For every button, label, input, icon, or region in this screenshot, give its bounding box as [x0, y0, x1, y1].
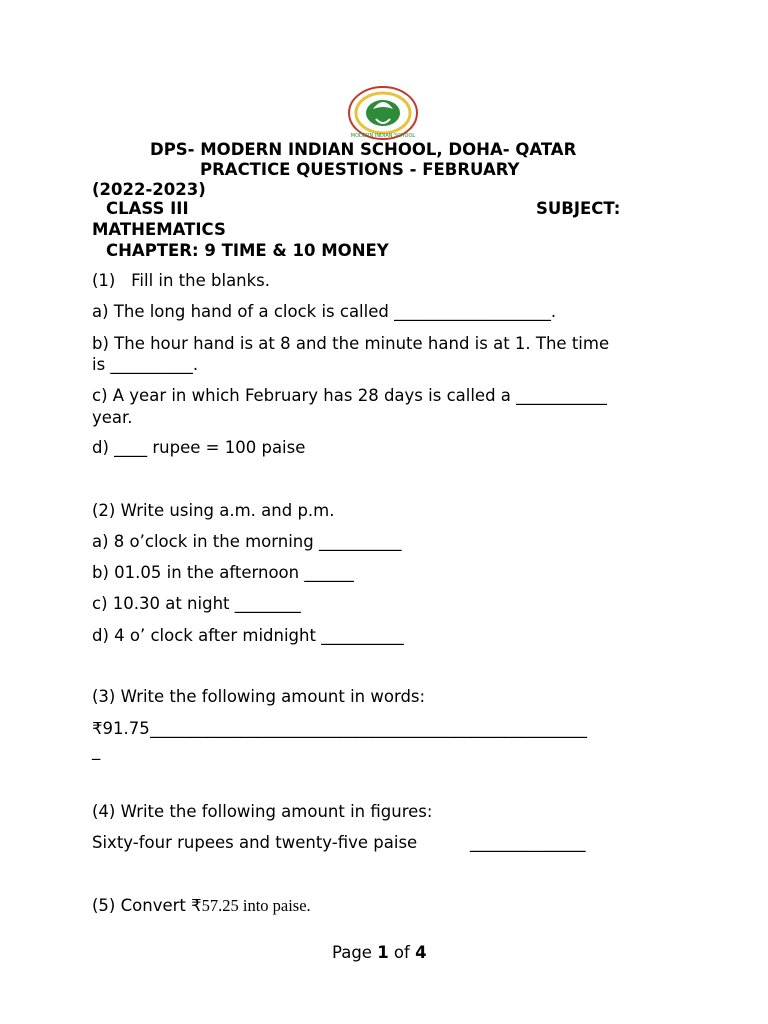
- q5-prefix: (5) Convert: [92, 896, 192, 915]
- class-label: CLASS III: [106, 199, 189, 218]
- q3-title: (3) Write the following amount in words:: [92, 687, 426, 706]
- academic-year: (2022-2023): [92, 180, 206, 199]
- q2-a: a) 8 o’clock in the morning __________: [92, 532, 402, 551]
- page-total: 4: [415, 943, 427, 962]
- q2-c: c) 10.30 at night ________: [92, 594, 301, 613]
- q1-title: (1) Fill in the blanks.: [92, 271, 271, 290]
- school-name: DPS- MODERN INDIAN SCHOOL, DOHA- QATAR: [150, 140, 577, 159]
- q2-b: b) 01.05 in the afternoon ______: [92, 563, 354, 582]
- chapter-title: CHAPTER: 9 TIME & 10 MONEY: [106, 241, 389, 260]
- q1-b-line2: is __________.: [92, 355, 199, 374]
- q3-blank-continued: _: [92, 741, 101, 760]
- q1-a: a) The long hand of a clock is called ___________________.: [92, 302, 557, 321]
- q1-c-line2: year.: [92, 408, 133, 427]
- practice-title: PRACTICE QUESTIONS - FEBRUARY: [200, 160, 520, 179]
- subject-value: MATHEMATICS: [92, 220, 226, 239]
- q5-line: [92, 895, 311, 917]
- page-current: 1: [377, 943, 389, 962]
- subject-label: SUBJECT:: [536, 199, 621, 218]
- q1-d: d) ____ rupee = 100 paise: [92, 438, 306, 457]
- page-word: Page: [332, 943, 378, 962]
- page-number: [332, 942, 427, 964]
- q4-title: (4) Write the following amount in figures:: [92, 802, 433, 821]
- school-logo: [346, 85, 420, 141]
- q4-text: Sixty-four rupees and twenty-five paise: [92, 833, 418, 852]
- q4-blank: ______________: [470, 833, 586, 852]
- q5-amount: ₹57.25 into paise.: [191, 896, 311, 915]
- svg-text:MODERN INDIAN SCHOOL: MODERN INDIAN SCHOOL: [350, 133, 416, 139]
- q2-d: d) 4 o’ clock after midnight __________: [92, 626, 404, 645]
- page-of: of: [388, 943, 416, 962]
- q3-amount: ₹91.75: [92, 719, 150, 738]
- q1-c-line1: c) A year in which February has 28 days is called a ___________: [92, 386, 607, 405]
- q3-answer-line: [92, 718, 664, 740]
- q1-b-line1: b) The hour hand is at 8 and the minute hand is at 1. The time: [92, 334, 610, 353]
- q2-title: (2) Write using a.m. and p.m.: [92, 501, 335, 520]
- q3-blank: _____________________________________________________: [149, 719, 587, 738]
